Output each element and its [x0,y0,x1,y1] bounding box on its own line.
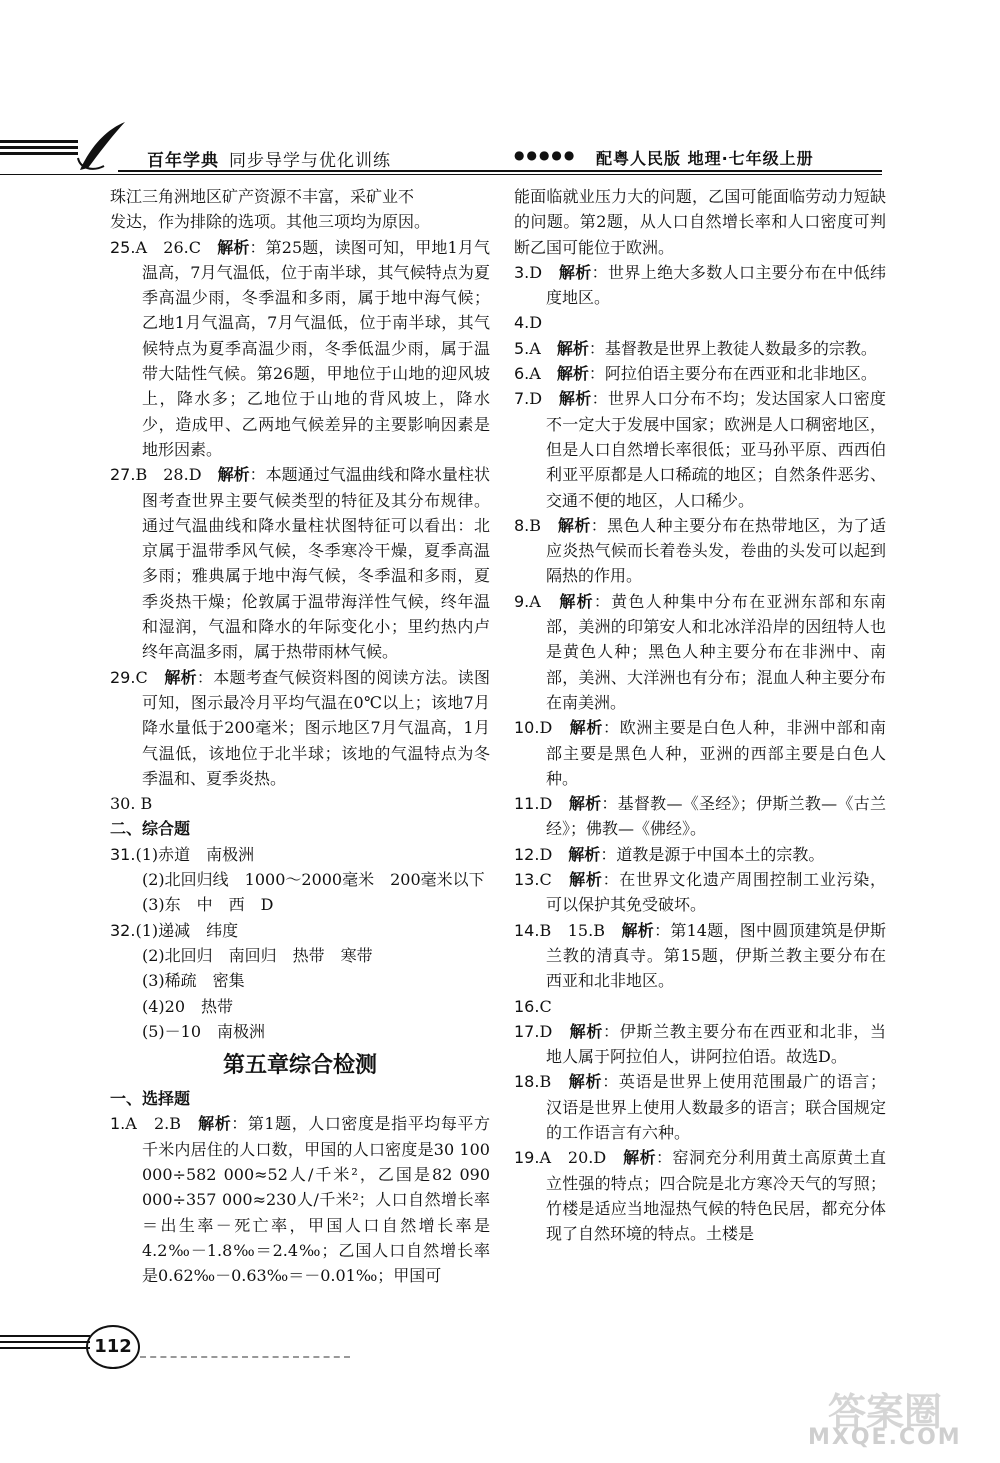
question-number: 32. [110,920,136,940]
answer-choice: A [529,591,541,611]
answer-choice: B 15.B [539,920,605,940]
answer-item [514,715,886,791]
answer-q32-line-2: (2)北回归 南回归 热带 寒带 [142,945,373,965]
header-dots: ●●●●● [514,148,577,162]
analysis-text: ：世界人口分布不均；发达国家人口密度不一定大于发展中国家；欧洲是人口稠密地区，但是人口自然增长率很低；亚马孙平原、西西伯利亚平原都是人口稀疏的地区；自然条件恶劣、交通不便的地区，人口稀少。 [546,389,886,510]
analysis-text: ：第25题，读图可知，甲地1月气温高，7月气温低，位于南半球，其气候特点为夏季高温少雨，冬季温和多雨，属于地中海气候；乙地1月气温高，7月气温低，位于南半球，其气候特点为夏季高温少雨，冬季低温少雨，属于温带大陆性气候。第26题，甲地位于山地的迎风坡上，降水多；乙地位于山地的背风坡上，降水少，造成甲、乙两地气候差异的主要影响因素是地形因素。 [142,237,490,459]
right-column [514,184,886,1246]
page-number: 112 [86,1325,140,1369]
answer-choice: A 2.B [125,1114,181,1134]
analysis-label: 解析 [557,515,591,535]
analysis-text: ：基督教—《圣经》；伊斯兰教—《古兰经》；佛教—《佛经》。 [546,794,886,839]
answer-choice: D [529,389,543,409]
analysis-text: ：基督教是世界上教徒人数最多的宗教。 [588,338,877,358]
answer-q30: 30. B [110,794,153,814]
question-number: 11. [514,794,540,814]
analysis-label: 解析 [198,1114,232,1134]
analysis-text: ：伊斯兰教主要分布在西亚和北非，当地人属于阿拉伯人，讲阿拉伯语。故选D。 [546,1021,886,1067]
analysis-text: ：窑洞充分利用黄土高原黄土直立性强的特点；四合院是北方寒冷天气的写照；竹楼是适应当地湿热气候的特色民居，都充分体现了自然环境的特点。土楼是 [546,1148,886,1244]
question-number: 1. [110,1114,126,1134]
footer-stripes [0,1335,90,1353]
brand-subtitle: 同步导学与优化训练 [229,151,391,171]
answer-item [514,1145,886,1246]
answer-item [514,791,886,842]
answer-choice: A 26.C [135,237,201,257]
intro-line-1: 珠江三角洲地区矿产资源不丰富，采矿业不 [110,187,415,206]
answer-part: (1)赤道 南极洲 [135,844,255,864]
answer-choice: C [539,870,552,890]
answer-choice: C [135,667,148,687]
brand-title: 百年学典 [147,151,219,171]
answer-item [514,1019,886,1070]
analysis-label: 解析 [568,794,602,814]
answer-q31-line-2: (2)北回归线 1000～2000毫米 200毫米以下 [142,870,485,890]
intro-line-2: 发达，作为排除的选项。其他三项均为原因。 [110,212,431,232]
question-number: 5. [514,338,530,358]
analysis-text: ：道教是源于中国本土的宗教。 [600,844,825,864]
analysis-label: 解析 [558,389,592,409]
answer-item [514,310,886,335]
answer-q32-line-1 [110,918,490,943]
answer-item [514,867,886,918]
question-number: 19. [514,1148,540,1168]
question-number: 3. [514,262,530,282]
question-number: 8. [514,515,530,535]
answer-item [514,842,886,867]
quill-pen-icon [70,118,130,176]
question-number: 6. [514,364,530,384]
question-number: 9. [514,591,530,611]
answer-choice: B [539,1072,552,1092]
answer-list [514,260,886,1247]
question-number: 27. [110,465,136,485]
analysis-label: 解析 [558,262,592,282]
watermark-url: MXQE.COM [808,1425,962,1450]
answer-q32-line-4: (4)20 热带 [142,996,234,1016]
footer-dashed-rule [140,1356,350,1358]
answer-choice: B 28.D [135,465,202,485]
answer-q32-line-3: (3)稀疏 密集 [142,971,245,991]
analysis-text: ：在世界文化遗产周围控制工业污染，可以保护其免受破坏。 [546,870,886,915]
answer-item [514,260,886,311]
answer-item [514,513,886,589]
answer-q32-line-5: (5)－10 南极洲 [142,1021,266,1041]
analysis-text: ：黄色人种集中分布在亚洲东部和东南部，美洲的印第安人和北冰洋沿岸的因纽特人也是黄色人种；黑色人种主要分布在非洲中、南部，美洲、大洋洲也有分布；混血人种主要分布在南美洲。 [546,591,886,712]
analysis-text: ：欧洲主要是白色人种，非洲中部和南部主要是黑色人种，亚洲的西部主要是白色人种。 [546,718,886,788]
answer-item [514,361,886,386]
answer-choice: D [529,313,543,333]
answer-q27-28 [110,462,490,664]
watermark-logo [768,1385,988,1457]
answer-item [514,336,886,361]
edition-label: 配粤人民版 地理·七年级上册 [596,149,814,168]
answer-part: (1)递减 纬度 [135,920,239,940]
question-number: 17. [514,1021,540,1041]
question-number: 13. [514,870,540,890]
answer-choice: A [529,364,541,384]
question-number: 4. [514,313,530,333]
analysis-text: ：第14题，图中圆顶建筑是伊斯兰教的清真寺。第15题，伊斯兰教主要分布在西亚和北非地区。 [546,920,886,991]
analysis-label: 解析 [556,364,589,384]
answer-item [514,918,886,994]
analysis-label: 解析 [569,1021,604,1041]
analysis-label: 解析 [217,237,250,257]
book-brand [147,146,391,171]
analysis-text: ：本题通过气温曲线和降水量柱状图考查世界主要气候类型的特征及其分布规律。通过气温曲线和降水量柱状图特征可以看出：北京属于温带季风气候，冬季寒冷干燥，夏季高温多雨；雅典属于地中海气候，冬季温和多雨，夏季炎热干燥；伦敦属于温带海洋性气候，终年温和湿润，气温和降水的年际变化小；里约热内卢终年高温多雨，属于热带雨林气候。 [142,465,490,662]
question-number: 25. [110,237,136,257]
answer-choice: C [539,996,552,1016]
answer-q31-line-3: (3)东 中 西 D [142,895,274,915]
analysis-label: 解析 [623,1148,657,1168]
answer-item [514,1069,886,1145]
analysis-label: 解析 [568,1072,603,1092]
analysis-text: ：世界上绝大多数人口主要分布在中低纬度地区。 [546,262,886,308]
answer-choice: B [529,515,542,535]
header-stripes [0,140,78,162]
analysis-label: 解析 [556,338,589,358]
answer-item [514,994,886,1019]
question-number: 7. [514,389,530,409]
answer-choice: D [539,844,553,864]
analysis-label: 解析 [621,920,655,940]
section-heading-comprehensive: 二、综合题 [110,819,191,839]
question-number: 31. [110,844,136,864]
answer-q1-2 [110,1111,490,1288]
question-number: 12. [514,844,540,864]
analysis-label: 解析 [569,870,603,890]
watermark-chars: 答案圈 [828,1390,943,1434]
answer-q31-line-1 [110,842,490,867]
answer-item [514,386,886,512]
answer-choice: A 20.D [539,1148,607,1168]
analysis-text: ：阿拉伯语主要分布在西亚和北非地区。 [588,364,877,384]
header-rule-thin [0,174,882,175]
analysis-text: ：第1题，人口密度是指平均每平方千米内居住的人口数，甲国的人口密度是30 100 000÷582 000≈52人/千米²，乙国是82 090 000÷357 000≈230人/千米²；人口自然增长率＝出生率－死亡率，甲国人口自然增长率是4.2‰－1.8‰＝2.4‰；乙国人口自然增长率是0.62‰－0.63‰＝－0.01‰；甲国可 [142,1114,490,1286]
analysis-text: ：黑色人种主要分布在热带地区，为了适应炎热气候而长着卷头发，卷曲的头发可以起到隔热的作用。 [546,515,886,586]
analysis-label: 解析 [217,465,250,485]
analysis-text: ：本题考查气候资料图的阅读方法。读图可知，图示最冷月平均气温在0℃以上；该地7月降水量低于200毫米；图示地区7月气温高，1月气温低，该地位于北半球；该地的气温特点为冬季温和、夏季炎热。 [142,667,490,788]
question-number: 14. [514,920,540,940]
analysis-label: 解析 [568,844,601,864]
continued-text: 能面临就业压力大的问题，乙国可能面临劳动力短缺的问题。第2题，从人口自然增长率和人口密度可判断乙国可能位于欧洲。 [514,187,886,257]
answer-choice: A [529,338,541,358]
answer-q25-26 [110,235,490,463]
question-number: 18. [514,1072,540,1092]
analysis-label: 解析 [559,591,594,611]
answer-choice: D [539,794,553,814]
analysis-label: 解析 [569,718,604,738]
question-number: 10. [514,718,540,738]
answer-choice: D [529,262,543,282]
answer-q29 [110,665,490,791]
section-heading-choice: 一、选择题 [110,1089,191,1109]
chapter-title: 第五章综合检测 [222,1053,377,1079]
left-column [110,184,490,1288]
answer-choice: D [539,1021,553,1041]
question-number: 16. [514,996,540,1016]
question-number: 29. [110,667,136,687]
analysis-text: ：英语是世界上使用范围最广的语言；汉语是世界上使用人数最多的语言；联合国规定的工作语言有六种。 [546,1072,886,1142]
analysis-label: 解析 [164,667,197,687]
answer-choice: D [539,718,553,738]
answer-item [514,589,886,715]
